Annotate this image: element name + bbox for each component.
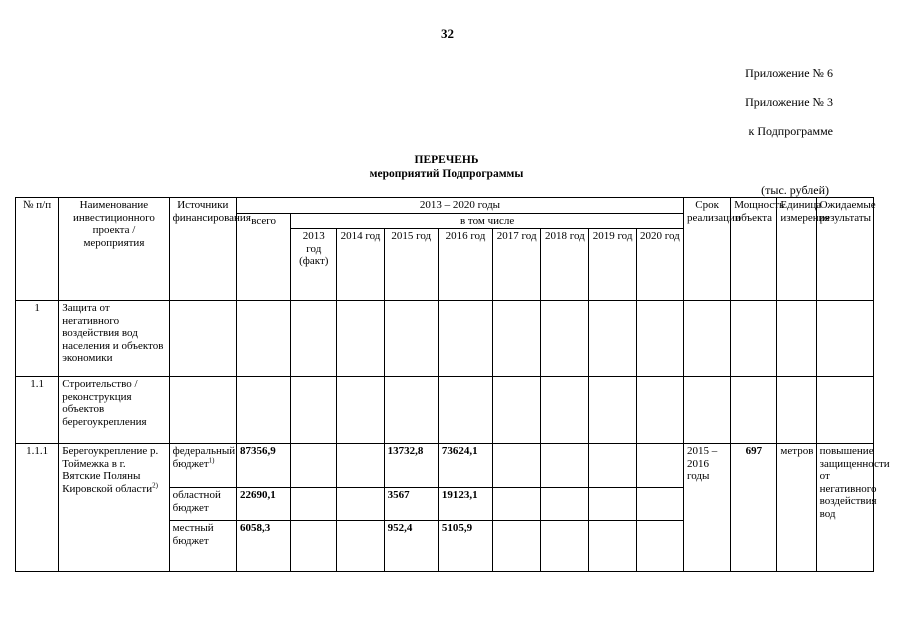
- header-name: Наименование инвестиционного проекта / мероприятия: [59, 198, 169, 301]
- table-row: [16, 377, 874, 444]
- header-source: Источники финансирования: [169, 198, 236, 301]
- source-total: 22690,1: [236, 488, 290, 521]
- row-num: 1.1.1: [16, 444, 59, 572]
- source-label: местный бюджет: [169, 521, 236, 572]
- appendix-line-1: Приложение № 6: [745, 66, 833, 80]
- source-2015: 3567: [384, 488, 438, 521]
- row-num: 1: [16, 301, 59, 377]
- table-row: [16, 444, 874, 488]
- header-year-2020: 2020 год: [636, 229, 683, 301]
- appendix-line-2: Приложение № 3: [745, 95, 833, 109]
- row-term: 2015 – 2016 годы: [684, 444, 731, 572]
- header-term: Срок реализации: [684, 198, 731, 301]
- header-year-2019: 2019 год: [589, 229, 636, 301]
- row-name: Защита от негативного воздействия вод населения и объектов экономики: [59, 301, 169, 377]
- header-year-2017: 2017 год: [493, 229, 541, 301]
- header-year-2016: 2016 год: [438, 229, 492, 301]
- header-num: № п/п: [16, 198, 59, 301]
- source-2016: 73624,1: [438, 444, 492, 488]
- source-2016: 5105,9: [438, 521, 492, 572]
- header-row-1: [16, 198, 874, 214]
- row-capacity: 697: [731, 444, 777, 572]
- row-results: повышение защищенности от негативного воздействия вод: [816, 444, 873, 572]
- page-number: 32: [441, 26, 454, 41]
- row-name: Строительство / реконструкция объектов берегоукрепления: [59, 377, 169, 444]
- header-unit: Единица измерения: [777, 198, 816, 301]
- row-unit: метров: [777, 444, 816, 572]
- source-2015: 13732,8: [384, 444, 438, 488]
- unit-note: (тыс. рублей): [761, 183, 829, 197]
- header-year-2013: 2013 год (факт): [291, 229, 337, 301]
- appendix-line-3: к Подпрограмме: [748, 124, 833, 138]
- header-year-2018: 2018 год: [541, 229, 589, 301]
- source-total: 6058,3: [236, 521, 290, 572]
- document-subtitle: мероприятий Подпрограммы: [369, 168, 524, 180]
- header-period: 2013 – 2020 годы: [236, 198, 683, 214]
- row-name: Берегоукрепление р. Тоймежка в г. Вятские Поляны Кировской области$^{2)}$: [59, 444, 169, 572]
- source-label: областной бюджет: [169, 488, 236, 521]
- header-capacity: Мощность объекта: [731, 198, 777, 301]
- header-results: Ожидаемые результаты: [816, 198, 873, 301]
- header-year-2014: 2014 год: [337, 229, 384, 301]
- header-year-2015: 2015 год: [384, 229, 438, 301]
- measures-table: [15, 197, 890, 572]
- header-total: всего: [236, 213, 290, 301]
- row-num: 1.1: [16, 377, 59, 444]
- table-row: [16, 301, 874, 377]
- source-2015: 952,4: [384, 521, 438, 572]
- document-title: ПЕРЕЧЕНЬ: [414, 154, 479, 166]
- source-label: федеральный бюджет$^{1)}$: [169, 444, 236, 488]
- header-including: в том числе: [291, 213, 684, 229]
- source-total: 87356,9: [236, 444, 290, 488]
- source-2016: 19123,1: [438, 488, 492, 521]
